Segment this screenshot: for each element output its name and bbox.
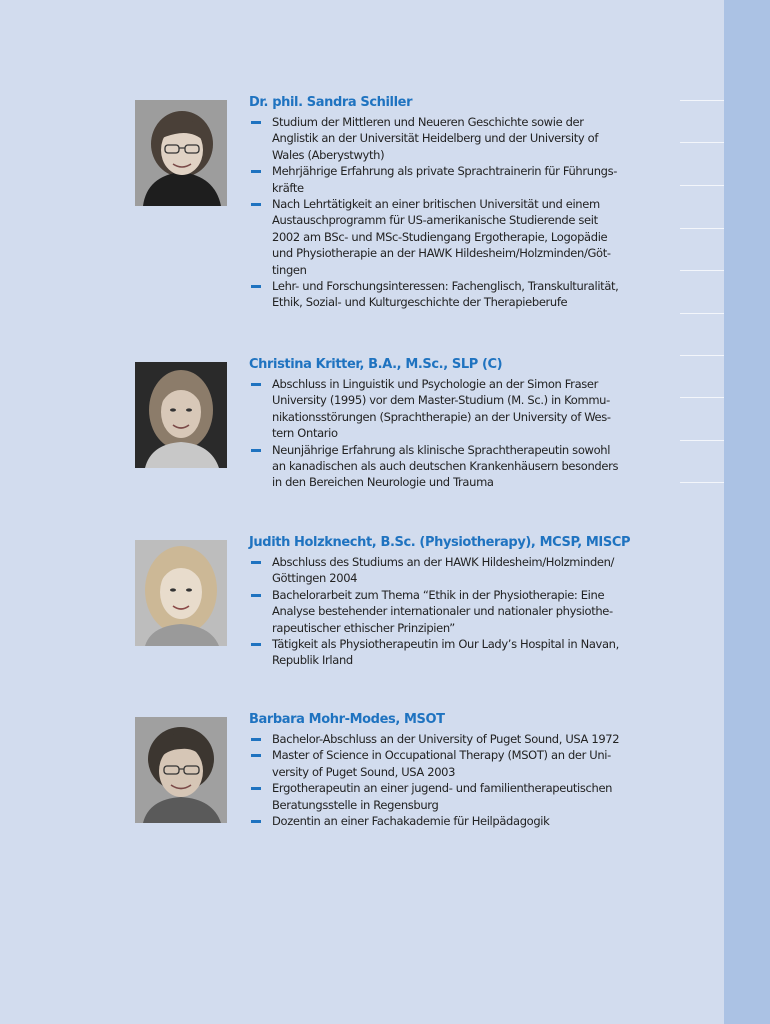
list-item: Neunjährige Erfahrung als klinische Sprachtherapeutin sowohl an kanadischen als auch deutschen Krankenhäusern besonders in den Bereichen Neurologie und Trauma xyxy=(249,442,669,491)
list-item: Studium der Mittleren und Neueren Geschichte sowie der Anglistik an der Universität Heidelberg und der University of Wales (Aberystwyth) xyxy=(249,114,669,163)
bullet-list xyxy=(249,376,669,491)
list-item: Nach Lehrtätigkeit an einer britischen Universität und einem Austauschprogramm für US-amerikanische Studierende seit 2002 am BSc- und MSc-Studiengang Ergotherapie, Logopädie und Physiotherapie an der HAWK Hildesheim/Holzminden/Göt- tingen xyxy=(249,196,669,278)
portrait-image-icon xyxy=(135,540,227,646)
list-item: Master of Science in Occupational Therapy (MSOT) an der Uni- versity of Puget Sound, USA 2003 xyxy=(249,747,669,780)
margin-rule xyxy=(680,270,724,271)
bullet-list xyxy=(249,114,669,311)
right-margin-bar xyxy=(724,0,770,1024)
margin-rule xyxy=(680,397,724,398)
portrait-image-icon xyxy=(135,362,227,468)
margin-rule xyxy=(680,185,724,186)
list-item: Tätigkeit als Physiotherapeutin im Our Lady’s Hospital in Navan, Republik Irland xyxy=(249,636,669,669)
list-item: Ergotherapeutin an einer jugend- und familientherapeutischen Beratungsstelle in Regensburg xyxy=(249,780,669,813)
person-name: Judith Holzknecht, B.Sc. (Physiotherapy), MCSP, MISCP xyxy=(249,535,631,550)
list-item: Bachelor-Abschluss an der University of Puget Sound, USA 1972 xyxy=(249,731,669,747)
margin-rule xyxy=(680,142,724,143)
bullet-list xyxy=(249,731,669,829)
margin-rule xyxy=(680,482,724,483)
portrait-image-icon xyxy=(135,100,227,206)
margin-rule xyxy=(680,355,724,356)
person-name: Dr. phil. Sandra Schiller xyxy=(249,95,413,110)
margin-rule xyxy=(680,228,724,229)
bullet-list xyxy=(249,554,669,669)
list-item: Abschluss in Linguistik und Psychologie an der Simon Fraser University (1995) vor dem Master-Studium (M. Sc.) in Kommu- nikationsstörungen (Sprachtherapie) an der University of Wes- tern Ontario xyxy=(249,376,669,442)
person-name: Barbara Mohr-Modes, MSOT xyxy=(249,712,445,727)
portrait-photo xyxy=(135,362,227,468)
list-item: Mehrjährige Erfahrung als private Sprachtrainerin für Führungs- kräfte xyxy=(249,163,669,196)
person-name: Christina Kritter, B.A., M.Sc., SLP (C) xyxy=(249,357,503,372)
list-item: Abschluss des Studiums an der HAWK Hildesheim/Holzminden/ Göttingen 2004 xyxy=(249,554,669,587)
margin-rule xyxy=(680,313,724,314)
portrait-image-icon xyxy=(135,717,227,823)
list-item: Bachelorarbeit zum Thema “Ethik in der Physiotherapie: Eine Analyse bestehender internationaler und nationaler physiothe- rapeutischer ethischer Prinzipien” xyxy=(249,587,669,636)
margin-rule xyxy=(680,440,724,441)
portrait-photo xyxy=(135,100,227,206)
portrait-photo xyxy=(135,540,227,646)
margin-rule xyxy=(680,100,724,101)
list-item: Dozentin an einer Fachakademie für Heilpädagogik xyxy=(249,813,669,829)
portrait-photo xyxy=(135,717,227,823)
list-item: Lehr- und Forschungsinteressen: Fachenglisch, Transkulturalität, Ethik, Sozial- und Kulturgeschichte der Therapieberufe xyxy=(249,278,669,311)
